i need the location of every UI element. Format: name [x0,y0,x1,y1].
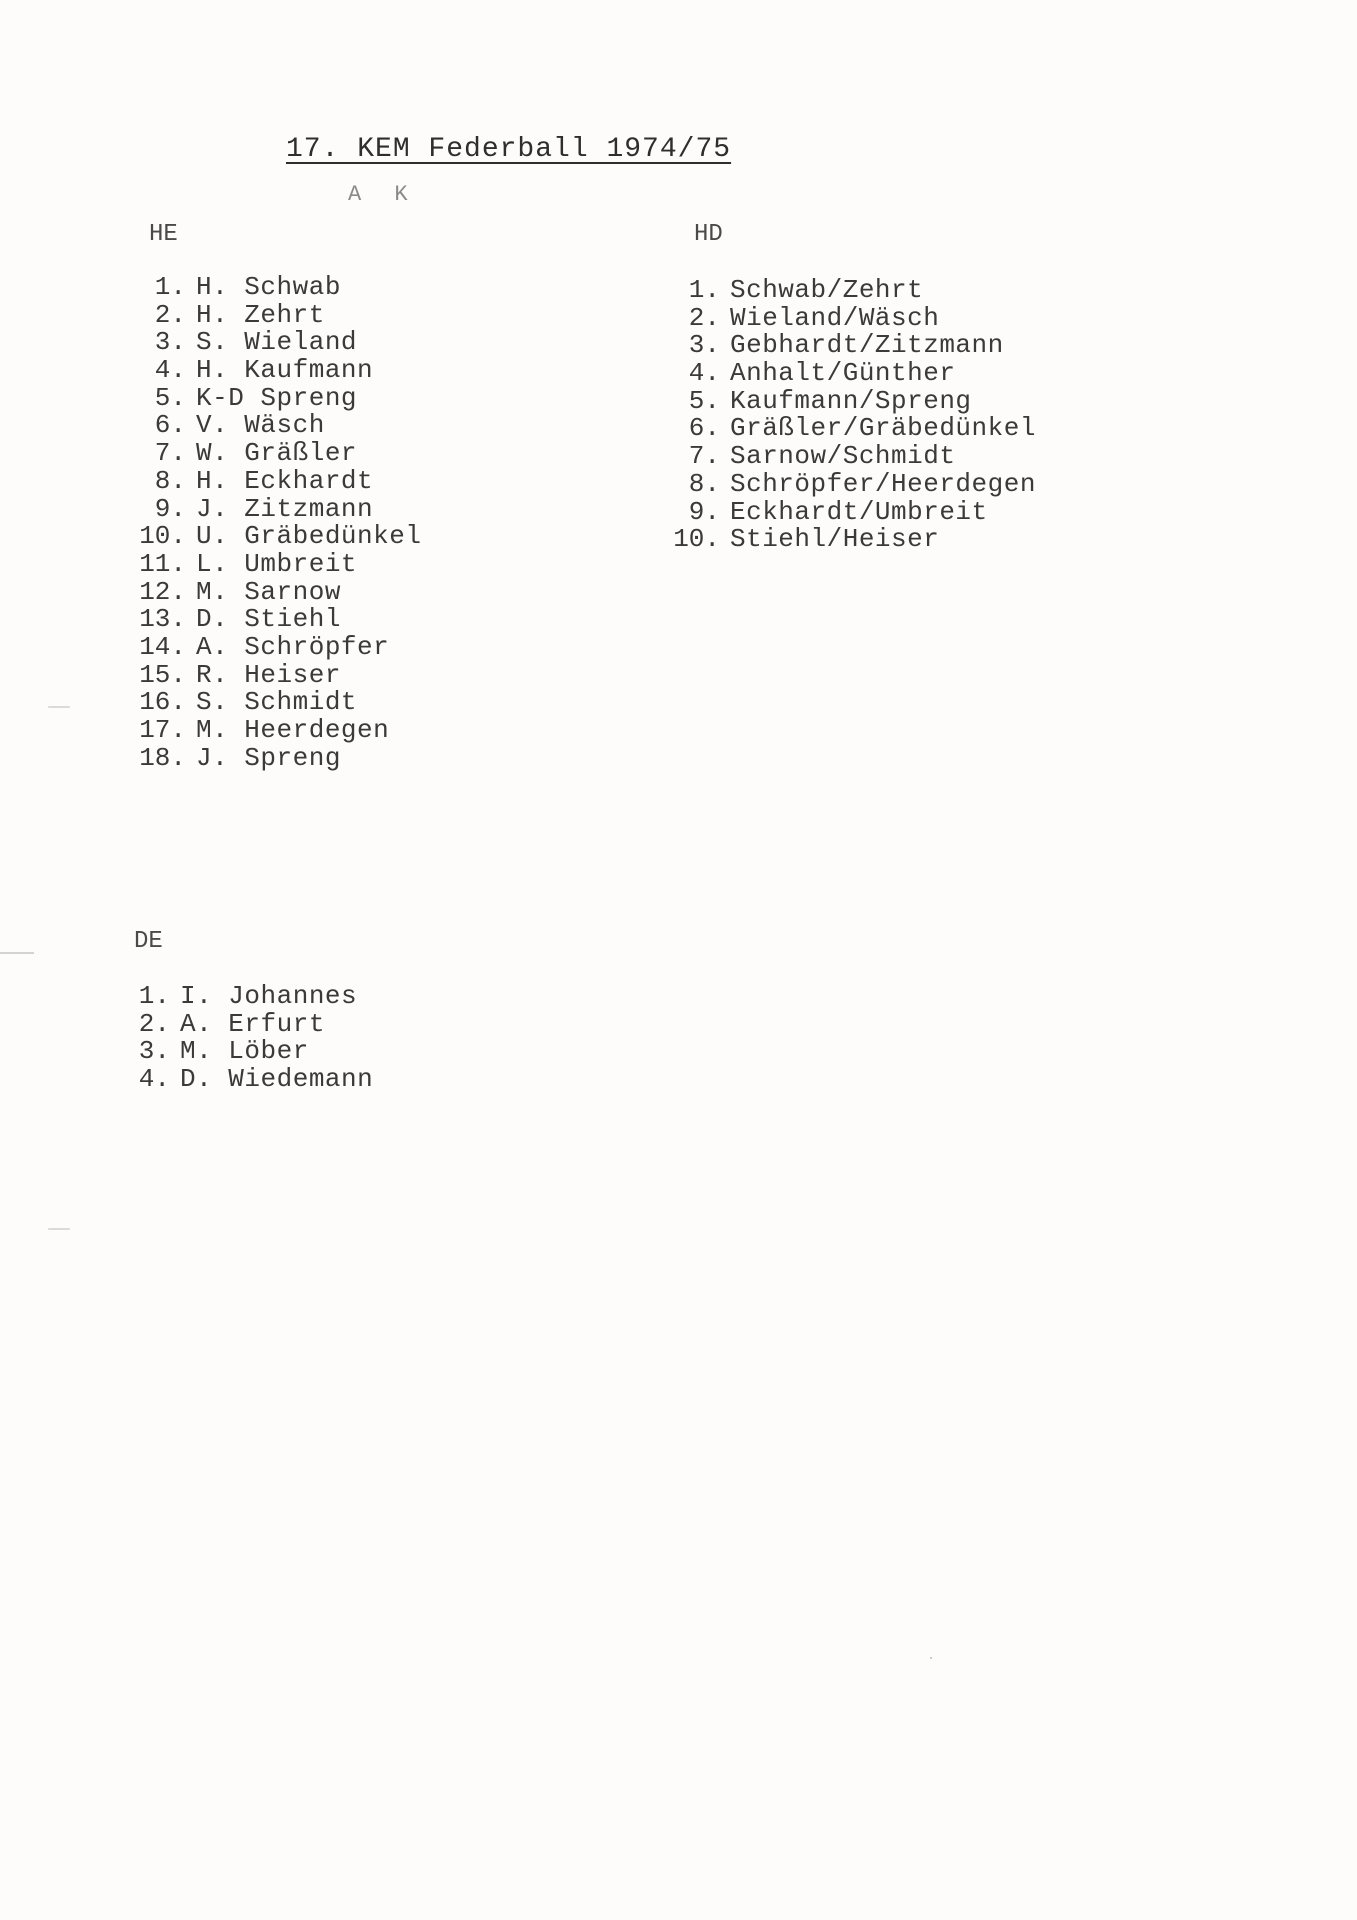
pair-name: Gräßler/Gräbedünkel [730,413,1036,444]
list-item [118,983,373,1011]
list-item [118,1066,373,1094]
rank-number: 12. [139,576,186,607]
rank-number: 14. [139,631,186,662]
pair-name: Wieland/Wäsch [730,302,940,333]
list-item [134,717,421,745]
list-item [134,523,421,551]
paper-speck [930,1657,932,1659]
de-list [118,983,373,1094]
list-item [668,443,1036,471]
rank-number: 16. [139,687,186,718]
rank-number: 2. [154,299,186,330]
list-item [134,631,421,662]
rank-number: 3. [154,327,186,358]
hd-heading: HD [694,221,723,248]
player-name: D. Wiedemann [180,1064,374,1095]
list-item [134,329,421,357]
list-item [668,360,1036,388]
list-item [134,357,421,385]
rank-number: 11. [139,548,186,579]
player-name: S. Schmidt [196,687,358,718]
player-name: U. Gräbedünkel [196,521,422,552]
player-name: J. Spreng [196,742,341,773]
list-item [118,1038,373,1066]
list-item [134,606,421,634]
rank-number: 7. [688,441,720,472]
list-item [134,659,421,690]
list-item [668,302,1036,333]
player-name: H. Kaufmann [196,355,374,386]
rank-number: 2. [688,302,720,333]
list-item [134,493,421,524]
list-item [118,1008,373,1039]
rank-number: 18. [139,742,186,773]
paper-mark [48,1228,70,1230]
rank-number: 9. [688,496,720,527]
player-name: H. Zehrt [196,299,325,330]
player-name: A. Erfurt [180,1008,325,1039]
list-item [668,468,1036,499]
list-item [668,277,1036,305]
pair-name: Schwab/Zehrt [730,275,924,305]
player-name: A. Schröpfer [196,631,390,662]
rank-number: 8. [154,465,186,496]
player-name: S. Wieland [196,327,358,358]
list-item [134,299,421,330]
list-item [134,689,421,717]
rank-number: 17. [139,715,186,745]
document-title: 17. KEM Federball 1974/75 [286,134,732,165]
pair-name: Gebhardt/Zitzmann [730,330,1004,361]
list-item [134,412,421,440]
rank-number: 13. [139,604,186,635]
he-list [134,274,421,772]
rank-number: 5. [688,385,720,416]
player-name: D. Stiehl [196,604,341,635]
rank-number: 6. [154,410,186,441]
player-name: V. Wäsch [196,410,325,441]
paper-mark [0,952,34,954]
paper-mark [48,706,70,708]
list-item [134,440,421,468]
rank-number: 6. [688,413,720,444]
pair-name: Eckhardt/Umbreit [730,496,988,527]
pair-name: Schröpfer/Heerdegen [730,468,1036,499]
rank-number: 3. [138,1036,170,1067]
player-name: H. Schwab [196,272,341,302]
rank-number: 2. [138,1008,170,1039]
rank-number: 15. [139,659,186,690]
player-name: L. Umbreit [196,548,358,579]
de-heading: DE [134,928,163,955]
rank-number: 1. [688,275,720,305]
list-item [134,382,421,413]
player-name: R. Heiser [196,659,341,690]
player-name: K-D Spreng [196,382,358,413]
rank-number: 7. [154,438,186,469]
rank-number: 4. [688,358,720,389]
rank-number: 8. [688,468,720,499]
rank-number: 5. [154,382,186,413]
player-name: M. Sarnow [196,576,341,607]
list-item [134,742,421,773]
rank-number: 1. [138,981,170,1011]
player-name: M. Heerdegen [196,715,390,745]
player-name: W. Gräßler [196,438,358,469]
player-name: J. Zitzmann [196,493,374,524]
he-heading: HE [149,221,178,248]
rank-number: 3. [688,330,720,361]
list-item [134,465,421,496]
pair-name: Stiehl/Heiser [730,524,940,555]
pair-name: Kaufmann/Spreng [730,385,972,416]
player-name: I. Johannes [180,981,358,1011]
player-name: H. Eckhardt [196,465,374,496]
hd-list [668,277,1036,554]
list-item [134,576,421,607]
list-item [668,385,1036,416]
list-item [668,496,1036,527]
list-item [668,415,1036,443]
list-item [668,332,1036,360]
pair-name: Sarnow/Schmidt [730,441,956,472]
document-subtitle: A K [348,182,418,207]
rank-number: 4. [138,1064,170,1095]
list-item [134,548,421,579]
rank-number: 10. [673,524,720,555]
list-item [668,526,1036,554]
player-name: M. Löber [180,1036,309,1067]
rank-number: 1. [154,272,186,302]
rank-number: 4. [154,355,186,386]
rank-number: 9. [154,493,186,524]
pair-name: Anhalt/Günther [730,358,956,389]
rank-number: 10. [139,521,186,552]
list-item [134,274,421,302]
